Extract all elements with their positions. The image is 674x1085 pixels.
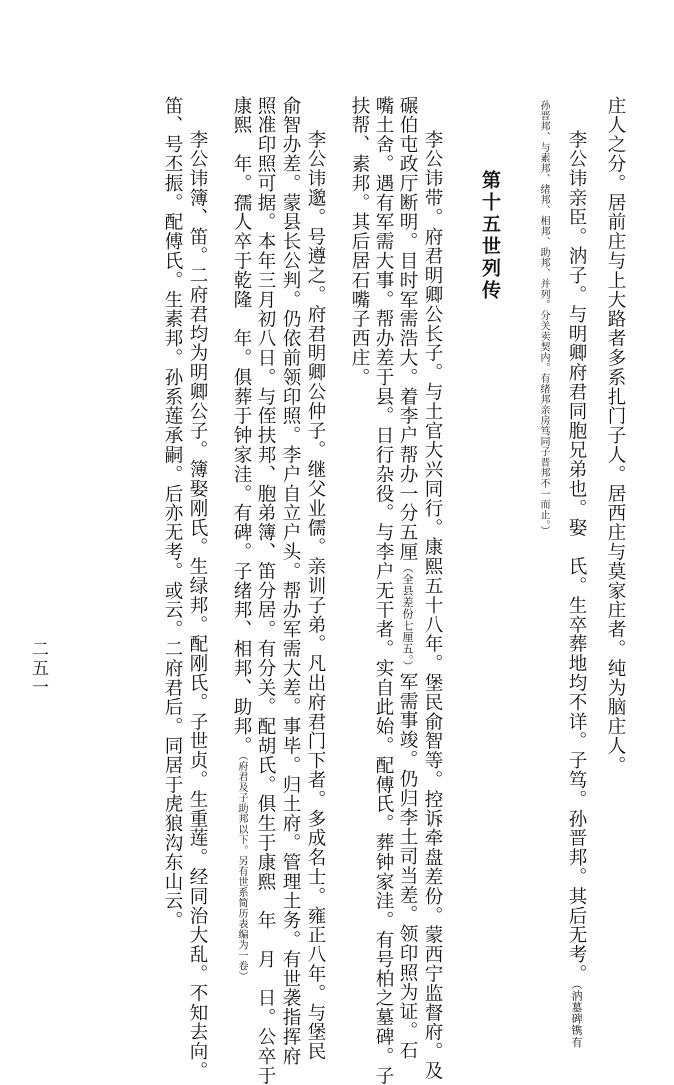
text-column-1: 庄人之分。居前庄与上大路者多系扎门子人。居西庄与莫家庄者。纯为脑庄人。 (605, 96, 626, 775)
text-column-13: 李公讳簿、笛。二府君均为明卿公子。簿娶刚氏。生绿邦。配刚氏。子世贞。生重莲。经同治大乱。不知去向。 (187, 130, 208, 1081)
column-6-text-b: 军需事竣。仍归李土司当差。领印照为证。石 (397, 672, 418, 1061)
text-column-9: 李公讳邈。号遵之。府君明卿公仲子。继父业儒。亲训子弟。凡出府君门下者。多成名士。雍正八年。与堡民 (305, 130, 326, 1062)
text-column-2 (566, 130, 587, 1048)
text-column-8: 扶帮、素邦。其后居石嘴子西庄。 (349, 96, 370, 387)
page-number: 二五一 (28, 640, 48, 697)
section-heading: 第十五世列传 (479, 170, 501, 302)
text-column-12 (231, 96, 252, 982)
column-12-text: 康熙 年。孺人卒于乾隆 年。俱葬于钟家洼。有碑。子绪邦、相邦、助邦。 (231, 96, 252, 756)
text-column-6 (397, 96, 418, 1061)
column-6-annotation: （全县差份七厘五。） (401, 561, 414, 673)
annotation-column-3: 孙晋邦、与素邦、绪邦、相邦、助邦、并列。分关卖契内。有绪邦亲房笃同子晋邦不一而止。） (538, 100, 549, 536)
text-column-5: 李公讳带。府君明卿公长子。与土官大兴同行。康熙五十八年。堡民俞智等。控诉牵盘差份。蒙西宁监督府。及 (422, 130, 443, 1081)
text-column-11: 照准印照可据。本年三月初八日。与侄扶邦、胞弟簿、笛分居。有分关。配胡氏。俱生于康熙 年 月 日。公卒于 (255, 96, 276, 1085)
column-2-annotation: （汭墓碑镌有 (570, 983, 583, 1048)
column-2-text: 李公讳亲臣。汭子。与明卿府君同胞兄弟也。娶 氏。生卒葬地均不详。子笃。孙晋邦。其后无考。 (566, 130, 587, 984)
column-12-annotation: （府君及子助邦以下。另有世系简历表编为一卷） (236, 755, 247, 982)
text-column-10: 俞智办差。蒙县长公判。仍依前领印照。李户自立户头。帮办军需大差。事毕。归土府。管理土务。有世袭指挥府 (280, 96, 301, 1066)
column-6-text-a: 碾伯屯政厅断明。目时军需浩大。着李户帮办一分五厘 (397, 96, 418, 562)
text-column-14: 笛、号丕振。配傅氏。生素邦。孙系莲承嗣。后亦无考。或云。二府君后。同居于虎狼沟东山云。 (162, 96, 183, 931)
text-column-7: 嘴土舍。遇有军需大事。帮办差于县。日行杂役。与李户无干者。实自此始。配傅氏。葬钟家洼。有号柏之墓碑。子 (373, 96, 394, 1085)
